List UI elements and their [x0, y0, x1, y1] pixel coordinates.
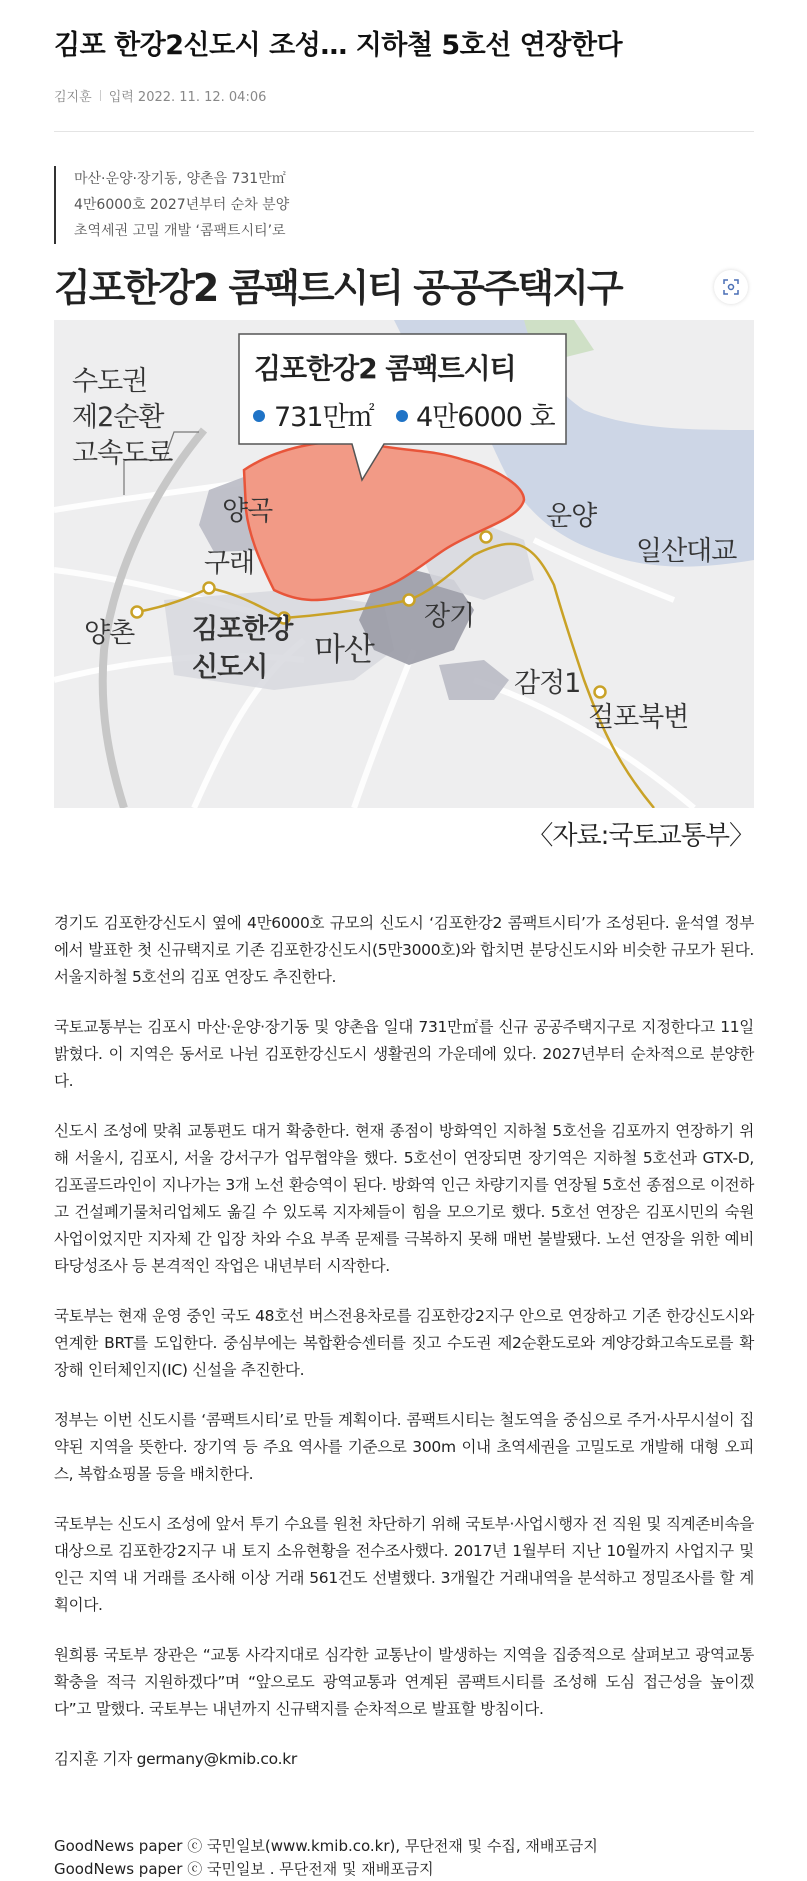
- body-paragraph: 국토부는 신도시 조성에 앞서 투기 수요를 원천 차단하기 위해 국토부·사업시행자 전 직원 및 직계존비속을 대상으로 김포한강2지구 내 토지 소유현황을 전수조사했다. 2017년 1월부터 지난 10월까지 사업지구 및 인근 지역 내 거래를 조사해 이상 거래 561건도 선별했다. 3개월간 거래내역을 분석하고 정밀조사를 할 계획이다.: [54, 1515, 754, 1614]
- copyright-footer: [54, 1835, 598, 1881]
- label-new-city-2: 신도시: [192, 652, 268, 683]
- body-paragraph: 원희룡 국토부 장관은 “교통 사각지대로 심각한 교통난이 발생하는 지역을 집중적으로 살펴보고 광역교통 확충을 적극 지원하겠다”며 “앞으로도 광역교통과 연계된 콤팩트시티를 조성해 도심 접근성을 높이겠다”고 말했다. 국토부는 내년까지 신규택지를 순차적으로 발표할 방침이다.: [54, 1646, 754, 1718]
- label-geolpo: 걸포북변: [588, 702, 689, 733]
- subheadline: 마산·운양·장기동, 양촌읍 731만㎡: [74, 171, 286, 187]
- station-yangchon: [132, 607, 143, 618]
- label-janggi: 장기: [424, 601, 475, 632]
- label-yanggok: 양곡: [222, 496, 273, 527]
- label-gurae: 구래: [204, 548, 255, 579]
- figure-title: 김포한강2 콤팩트시티 공공주택지구: [54, 266, 622, 310]
- article-body: [54, 910, 754, 1803]
- copyright-line: GoodNews paper ⓒ 국민일보 . 무단전재 및 재배포금지: [54, 1860, 434, 1878]
- zoom-button[interactable]: [714, 270, 748, 304]
- author-name[interactable]: 김지훈: [54, 90, 92, 105]
- body-paragraph: 국토교통부는 김포시 마산·운양·장기동 및 양촌읍 일대 731만㎡를 신규 공공주택지구로 지정한다고 11일 밝혔다. 이 지역은 동서로 나뉜 김포한강신도시 생활권의 가운데에 있다. 2027년부터 순차적으로 분양한다.: [54, 1018, 754, 1090]
- article-headline: 김포 한강2신도시 조성… 지하철 5호선 연장한다: [54, 30, 623, 61]
- published-date: 입력 2022. 11. 12. 04:06: [108, 90, 267, 105]
- body-paragraph: 경기도 김포한강신도시 옆에 4만6000호 규모의 신도시 ‘김포한강2 콤팩트시티’가 조성된다. 윤석열 정부에서 발표한 첫 신규택지로 기존 김포한강신도시(5만3000호)와 합치면 분당신도시와 비슷한 규모가 된다. 서울지하철 5호선의 김포 연장도 추진한다.: [54, 914, 754, 986]
- subheadline: 4만6000호 2027년부터 순차 분양: [74, 197, 290, 213]
- label-gamjeong: 감정1: [514, 668, 581, 699]
- article-meta: [54, 86, 266, 105]
- meta-divider: [100, 90, 101, 101]
- label-ilsan-bridge: 일산대교: [636, 536, 737, 567]
- subheadline: 초역세권 고밀 개발 ‘콤팩트시티’로: [74, 223, 286, 239]
- label-yangchon: 양촌: [84, 618, 135, 649]
- expand-icon: [723, 279, 739, 295]
- station-geolpo: [595, 687, 606, 698]
- callout-dot-units: [396, 410, 408, 422]
- label-new-city-1: 김포한강: [192, 614, 293, 645]
- callout-title: 김포한강2 콤팩트시티: [254, 352, 516, 385]
- body-paragraph: 신도시 조성에 맞춰 교통편도 대거 확충한다. 현재 종점이 방화역인 지하철 5호선을 김포까지 연장하기 위해 서울시, 김포시, 서울 강서구가 업무협약을 했다. 5호선이 연장되면 장기역은 지하철 5호선과 GTX-D, 김포골드라인이 지나가는 3개 노선 환승역이 된다. 방화역 인근 차량기지를 연장될 5호선 종점으로 이전하고 건설폐기물처리업체도 옮길 수 있도록 지자체들이 힘을 모으기로 했다. 5호선 연장은 김포시민의 숙원 사업이었지만 지자체 간 입장 차와 수요 부족 문제를 극복하지 못해 매번 불발됐다. 노선 연장을 위한 예비타당성조사 등 본격적인 작업은 내년부터 시작한다.: [54, 1122, 754, 1275]
- reporter-byline: 김지훈 기자 germany@kmib.co.kr: [54, 1750, 297, 1768]
- figure-source: 〈자료:국토교통부〉: [527, 821, 754, 851]
- article-figure[interactable]: [54, 256, 754, 864]
- label-expressway-1: 수도권: [72, 366, 148, 397]
- callout-area: 731만㎡: [274, 402, 374, 433]
- station-unyang: [481, 532, 492, 543]
- station-janggi: [404, 595, 415, 606]
- label-unyang: 운양: [546, 501, 597, 532]
- callout-dot-area: [253, 410, 265, 422]
- label-masan: 마산: [314, 630, 374, 668]
- body-paragraph: 국토부는 현재 운영 중인 국도 48호선 버스전용차로를 김포한강2지구 안으로 연장하고 기존 한강신도시와 연계한 BRT를 도입한다. 중심부에는 복합환승센터를 짓고 수도권 제2순환도로와 계양강화고속도로를 확장해 인터체인지(IC) 신설을 추진한다.: [54, 1307, 754, 1379]
- map-graphic: [54, 320, 754, 808]
- header-divider: [54, 131, 754, 132]
- body-paragraph: 정부는 이번 신도시를 ‘콤팩트시티’로 만들 계획이다. 콤팩트시티는 철도역을 중심으로 주거·사무시설이 집약된 지역을 뜻한다. 장기역 등 주요 역사를 기준으로 300m 이내 초역세권을 고밀도로 개발해 대형 오피스, 복합쇼핑몰 등을 배치한다.: [54, 1411, 754, 1483]
- label-expressway-2: 제2순환: [72, 402, 164, 433]
- subheadlines: [54, 166, 289, 244]
- callout-units: 4만6000 호: [416, 402, 555, 433]
- label-expressway-3: 고속도로: [72, 438, 173, 469]
- copyright-line: GoodNews paper ⓒ 국민일보(www.kmib.co.kr), 무단전재 및 수집, 재배포금지: [54, 1837, 598, 1855]
- station-gurae: [204, 583, 215, 594]
